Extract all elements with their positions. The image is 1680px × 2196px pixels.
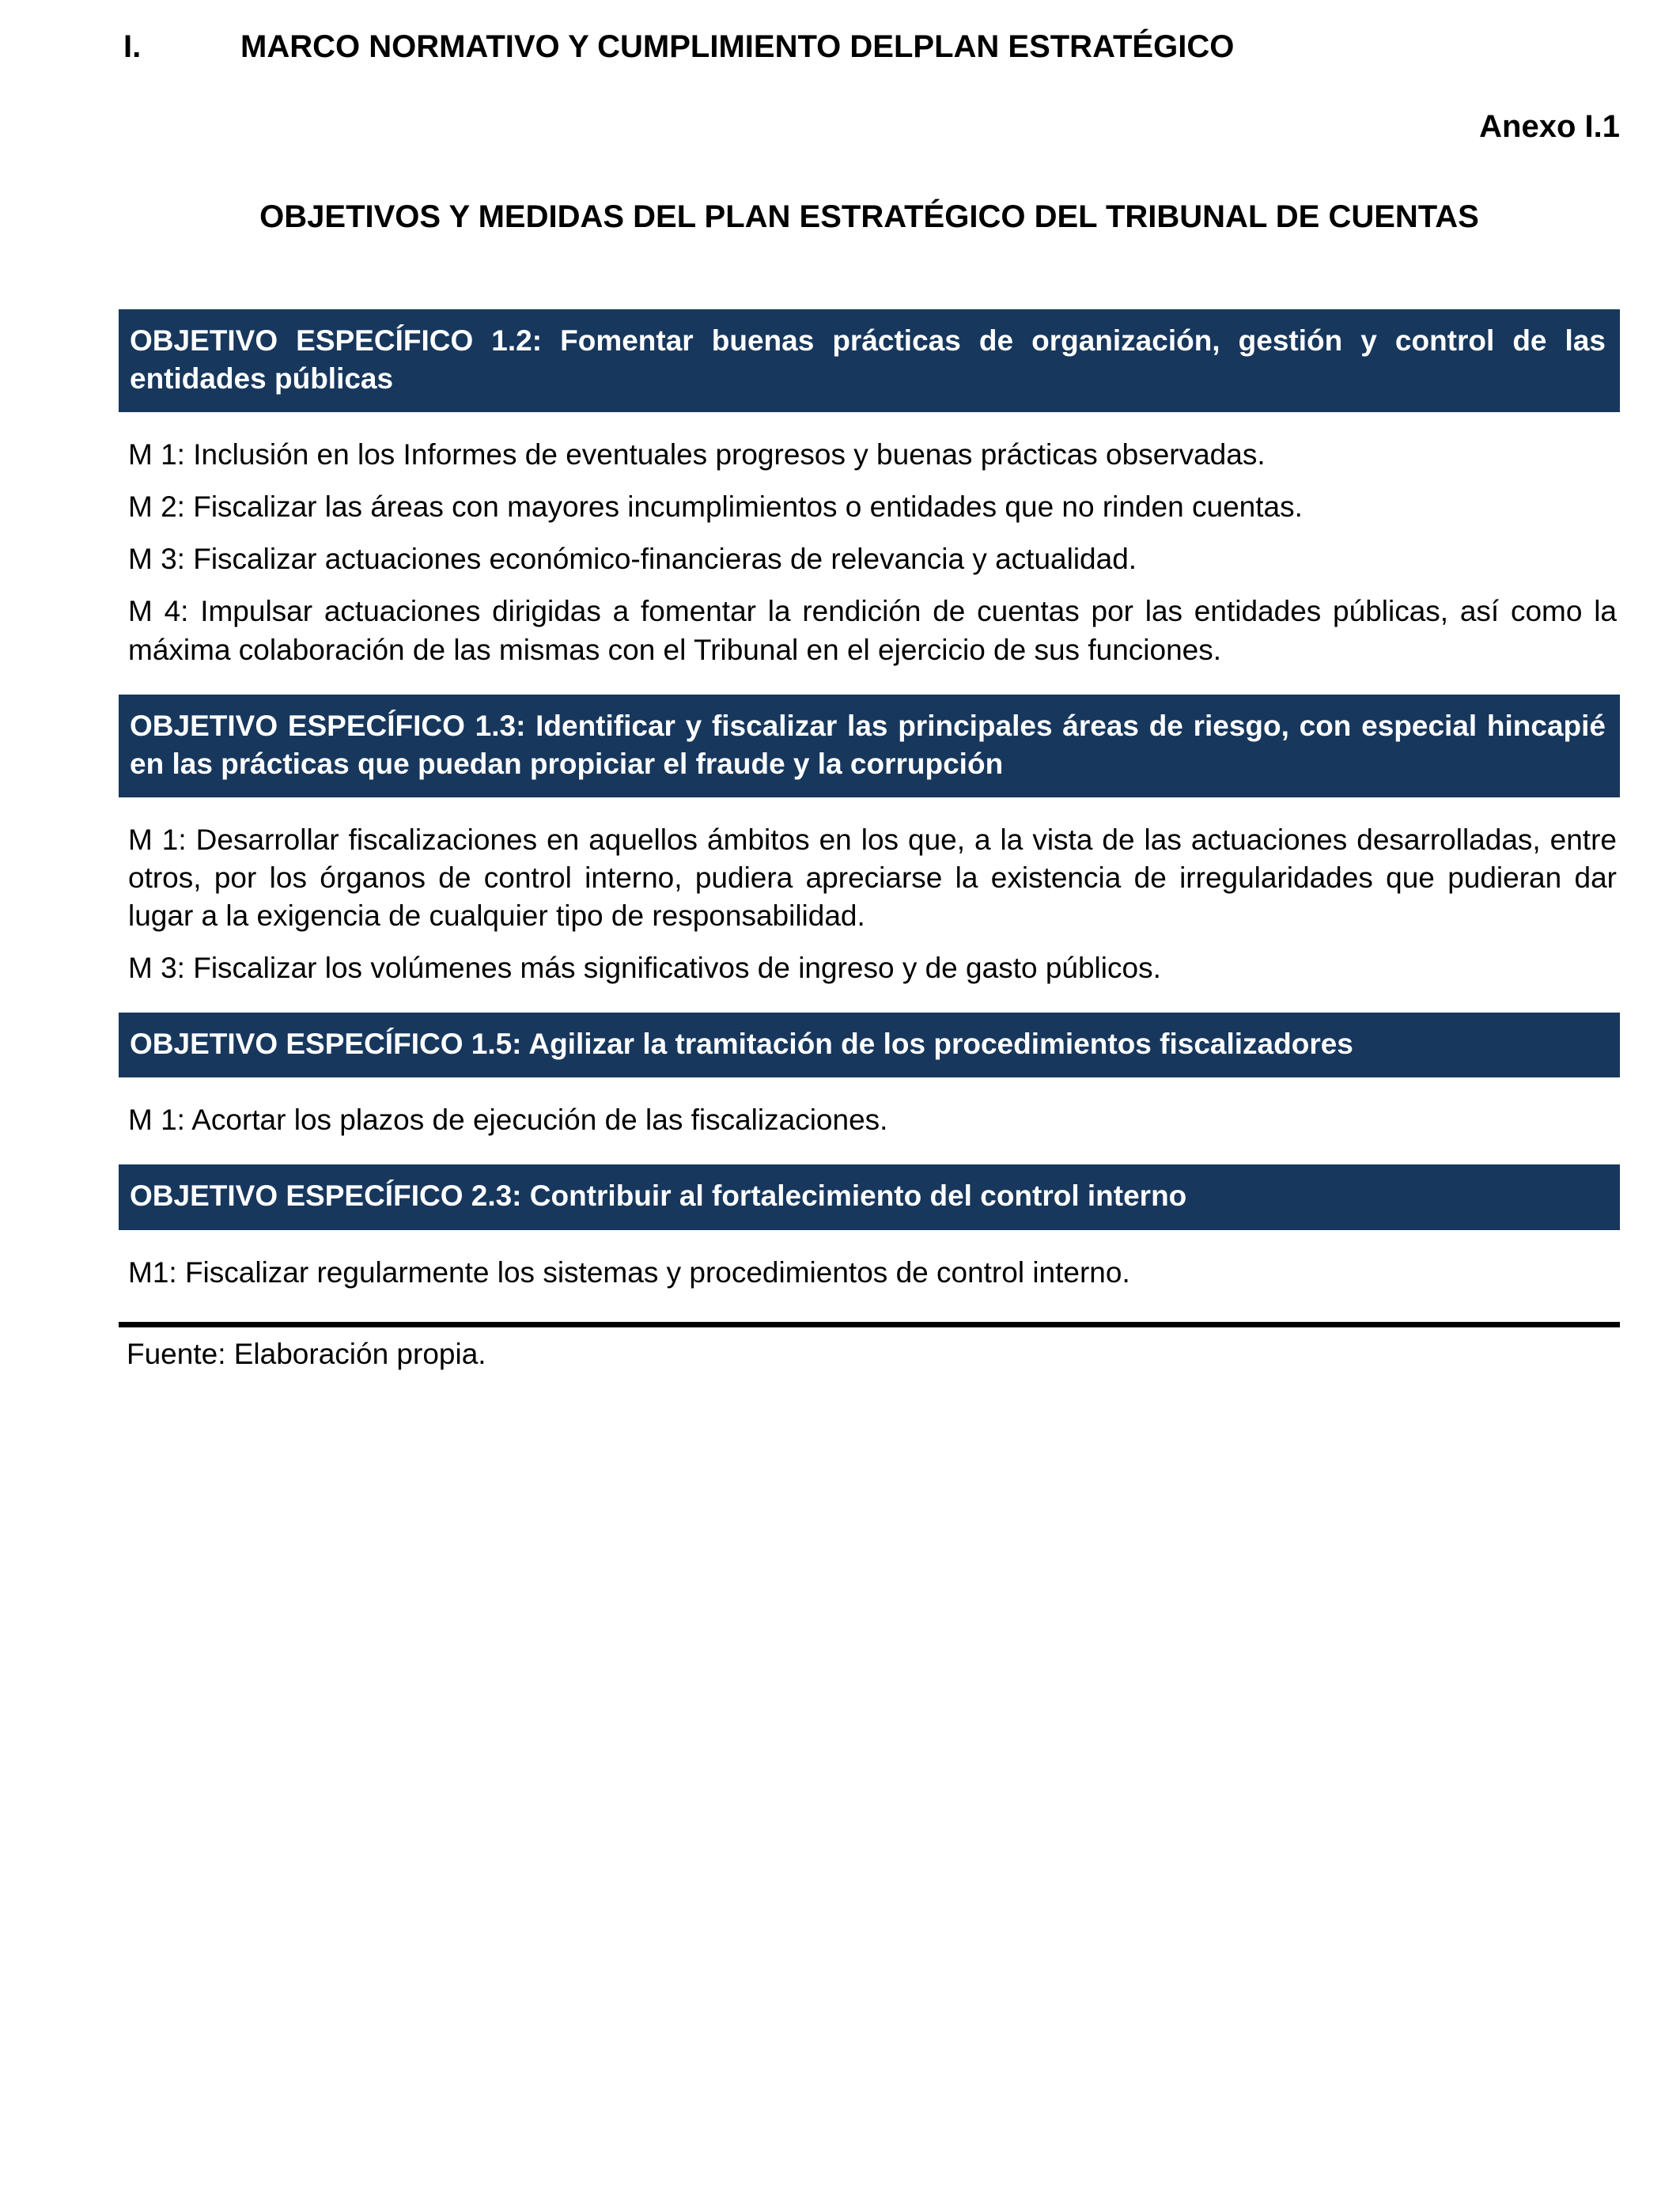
objective-header-1-3: OBJETIVO ESPECÍFICO 1.3: Identificar y fiscalizar las principales áreas de riesgo, con especial hincapié en las prácticas que puedan propiciar el fraude y la corrupción — [119, 695, 1620, 797]
objectives-table — [119, 309, 1620, 1373]
source-note: Fuente: Elaboración propia. — [127, 1337, 486, 1370]
objective-measures-2-3 — [119, 1230, 1620, 1306]
measure-item: M 1: Acortar los plazos de ejecución de las fiscalizaciones. — [128, 1104, 888, 1137]
measure-item: M 4: Impulsar actuaciones dirigidas a fomentar la rendición de cuentas por las entidades públicas, así como la máxima colaboración de las mismas con el Tribunal en el ejercicio de sus funciones. — [128, 595, 1617, 666]
measure-item: M1: Fiscalizar regularmente los sistemas y procedimientos de control interno. — [128, 1255, 1130, 1289]
objective-header-1-2: OBJETIVO ESPECÍFICO 1.2: Fomentar buenas prácticas de organización, gestión y control de las entidades públicas — [119, 309, 1620, 412]
table-bottom-rule — [119, 1322, 1620, 1327]
section-title: MARCO NORMATIVO Y CUMPLIMIENTO DELPLAN ESTRATÉGICO — [240, 29, 1235, 64]
objective-measures-1-3 — [119, 797, 1620, 1001]
section-heading — [123, 27, 1620, 66]
objective-header-1-5: OBJETIVO ESPECÍFICO 1.5: Agilizar la tramitación de los procedimientos fiscalizadores — [119, 1013, 1620, 1077]
measure-item: M 1: Desarrollar fiscalizaciones en aquellos ámbitos en los que, a la vista de las actuaciones desarrolladas, entre otros, por los órganos de control interno, pudiera apreciarse la existencia de irregularidades que pudieran dar lugar a la exigencia de cualquier tipo de responsabilidad. — [128, 823, 1617, 933]
measure-item: M 2: Fiscalizar las áreas con mayores incumplimientos o entidades que no rinden cuentas. — [128, 490, 1303, 524]
objective-measures-1-2 — [119, 412, 1620, 683]
measure-item: M 3: Fiscalizar actuaciones económico-financieras de relevancia y actualidad. — [128, 543, 1137, 576]
measure-item: M 3: Fiscalizar los volúmenes más significativos de ingreso y de gasto públicos. — [128, 952, 1161, 985]
page-title: OBJETIVOS Y MEDIDAS DEL PLAN ESTRATÉGICO DEL TRIBUNAL DE CUENTAS — [259, 199, 1479, 234]
annex-label: Anexo I.1 — [1479, 109, 1620, 144]
objective-header-2-3: OBJETIVO ESPECÍFICO 2.3: Contribuir al fortalecimiento del control interno — [119, 1164, 1620, 1229]
objective-measures-1-5 — [119, 1077, 1620, 1153]
measure-item: M 1: Inclusión en los Informes de eventuales progresos y buenas prácticas observadas. — [128, 438, 1266, 471]
section-number: I. — [123, 29, 142, 64]
